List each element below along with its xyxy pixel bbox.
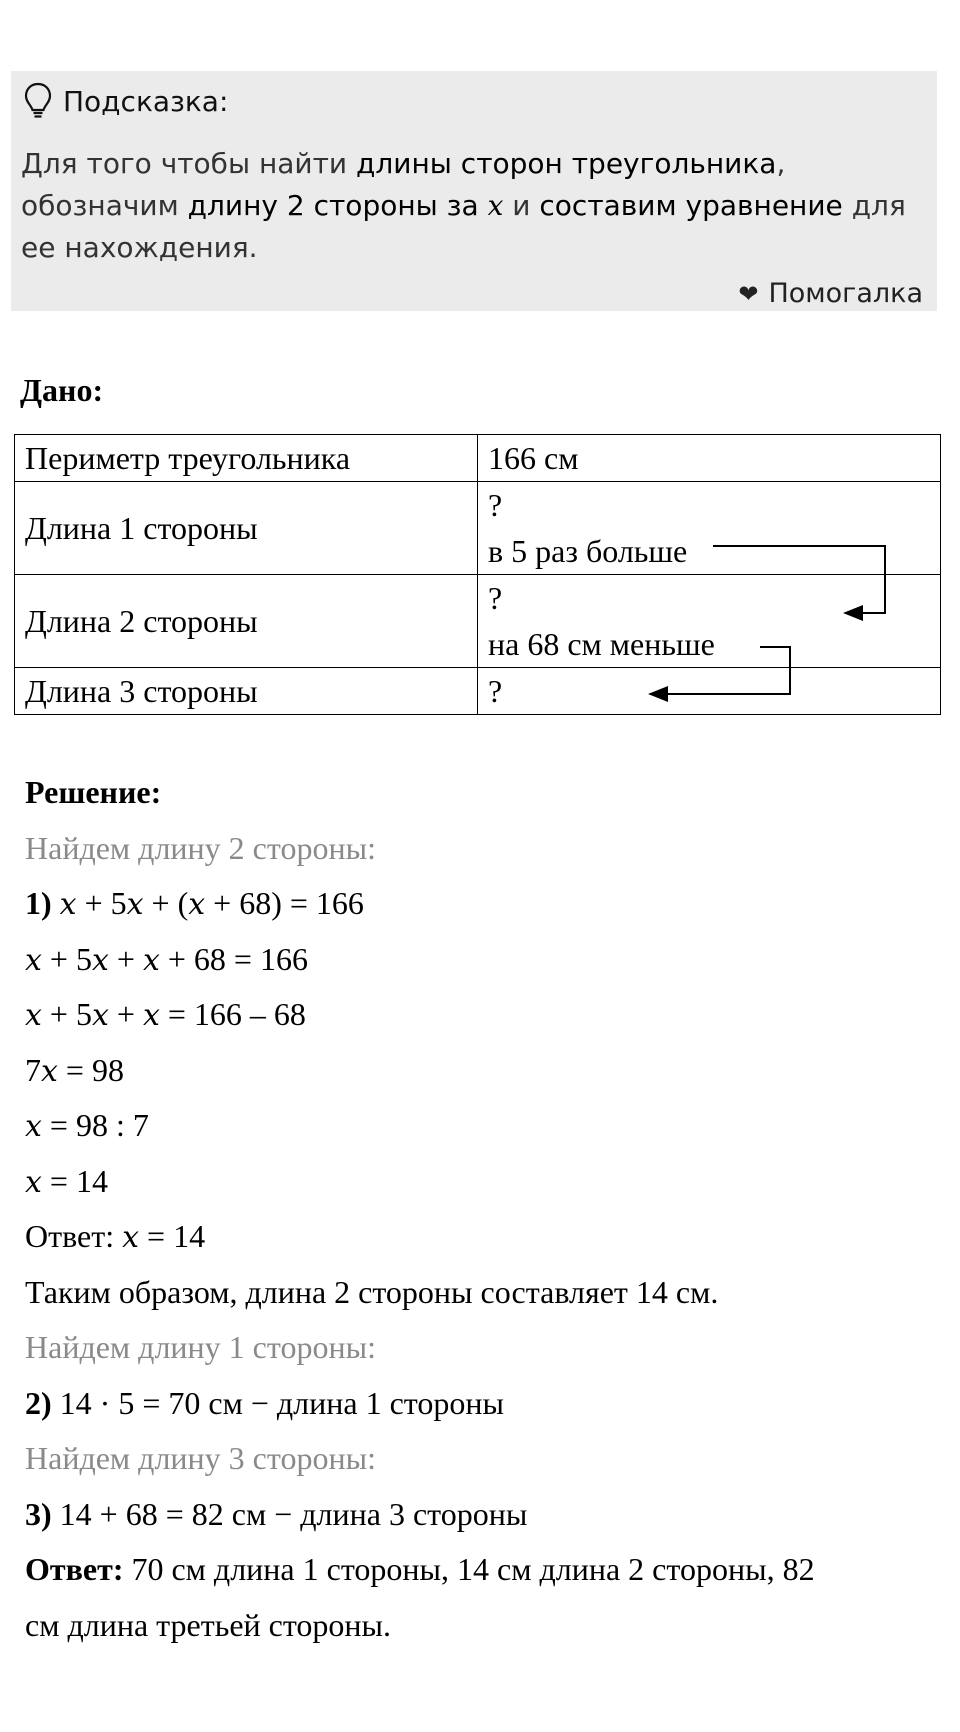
solution-line	[25, 1052, 124, 1089]
text-run: Ответ:	[25, 1218, 123, 1254]
solution-line	[25, 941, 308, 978]
text-run: = 14	[139, 1218, 206, 1254]
solution-line	[25, 774, 161, 811]
table-cell-value	[478, 482, 941, 575]
text-run: Для того чтобы найти	[21, 147, 357, 180]
bold-text: 3)	[25, 1495, 52, 1532]
bold-text: Ответ:	[25, 1551, 124, 1587]
text-run: +	[108, 996, 143, 1032]
text-run: 70 см длина 1 стороны, 14 см длина 2 стороны, 82	[123, 1551, 815, 1587]
table-row	[15, 435, 941, 482]
text-run: +	[108, 940, 143, 977]
solution-line	[25, 1329, 376, 1366]
variable-x: x	[25, 1109, 42, 1144]
text-run: см длина третьей стороны.	[25, 1606, 392, 1643]
brand	[738, 278, 923, 309]
heart-icon: ❤	[738, 279, 759, 308]
solution-line	[25, 1440, 376, 1477]
text-run: + 68 = 166	[159, 940, 308, 977]
text-run: Таким образом, длина 2 стороны составляет 14 см.	[25, 1273, 719, 1310]
text-run: и	[503, 189, 540, 222]
bold-text: 2)	[25, 1384, 52, 1421]
table-cell-label: Длина 1 стороны	[15, 482, 478, 575]
variable-x: x	[91, 998, 109, 1033]
value-unknown: ?	[488, 487, 503, 523]
text-run: + (	[143, 885, 189, 921]
step-caption: Найдем длину 2 стороны:	[25, 829, 376, 866]
variable-x: x	[126, 887, 144, 922]
variable-x: x	[142, 998, 160, 1033]
step-caption: Найдем длину 1 стороны:	[25, 1329, 376, 1365]
hint-header	[23, 81, 228, 121]
variable-x: x	[59, 887, 77, 922]
variable-x: x	[25, 942, 42, 978]
table-cell-label: Длина 2 стороны	[15, 575, 478, 668]
solution-line	[25, 830, 376, 867]
lightbulb-icon	[23, 81, 53, 121]
bold-text: составим уравнение	[539, 189, 843, 222]
given-table	[14, 434, 941, 715]
hint-text	[21, 143, 921, 269]
bold-text: длину 2 стороны за	[187, 189, 488, 222]
variable-x: x	[25, 1164, 42, 1200]
hint-title: Подсказка:	[63, 84, 229, 118]
value-relation: на 68 см меньше	[488, 626, 715, 662]
table-cell-value: ?	[478, 668, 941, 715]
solution-line	[25, 1385, 504, 1422]
bold-text: длины сторон треугольника	[356, 147, 777, 180]
table-row	[15, 668, 941, 715]
text-run: = 14	[41, 1162, 108, 1199]
text-run: , обозначим	[21, 147, 786, 222]
brand-name: Помогалка	[768, 278, 923, 309]
solution-line	[25, 1551, 815, 1588]
text-run: + 5	[41, 996, 92, 1032]
text-run: = 98 : 7	[41, 1107, 149, 1143]
table-cell-label: Периметр треугольника	[15, 435, 478, 482]
table-cell-value	[478, 575, 941, 668]
solution-line	[25, 1274, 718, 1311]
bold-text: 1)	[25, 885, 52, 921]
solution-line	[25, 1218, 205, 1255]
variable-x: x	[142, 942, 160, 978]
table-row	[15, 575, 941, 668]
value-unknown: ?	[488, 580, 503, 616]
text-run: + 68) = 166	[205, 885, 364, 921]
text-run: 7	[25, 1051, 41, 1088]
text-run: 14 + 68 = 82 см − длина 3 стороны	[51, 1495, 528, 1532]
variable-x: x	[41, 1053, 58, 1089]
given-title: Дано:	[20, 372, 104, 408]
variable-x: x	[25, 998, 42, 1033]
value-relation: в 5 раз больше	[488, 533, 688, 569]
text-run: + 5	[76, 885, 127, 921]
text-run: для ее нахождения.	[21, 189, 906, 264]
bold-text: Решение:	[25, 774, 162, 810]
solution-line	[25, 1607, 391, 1644]
table-row	[15, 482, 941, 575]
text-run	[52, 885, 60, 921]
text-run: 14 · 5 = 70 см − длина 1 стороны	[51, 1384, 504, 1421]
step-caption: Найдем длину 3 стороны:	[25, 1440, 376, 1476]
solution-line	[25, 1107, 149, 1144]
variable-x: x	[487, 189, 504, 222]
variable-x: x	[91, 942, 109, 978]
text-run: = 166 – 68	[159, 996, 306, 1032]
variable-x: x	[122, 1220, 140, 1255]
solution-line	[25, 885, 364, 922]
table-cell-value: 166 см	[478, 435, 941, 482]
solution-line	[25, 1163, 108, 1200]
solution-line	[25, 1496, 527, 1533]
text-run: = 98	[57, 1051, 124, 1088]
text-run: + 5	[41, 940, 92, 977]
hint-box	[11, 71, 937, 311]
solution-line	[25, 996, 306, 1033]
table-cell-label: Длина 3 стороны	[15, 668, 478, 715]
variable-x: x	[188, 887, 206, 922]
